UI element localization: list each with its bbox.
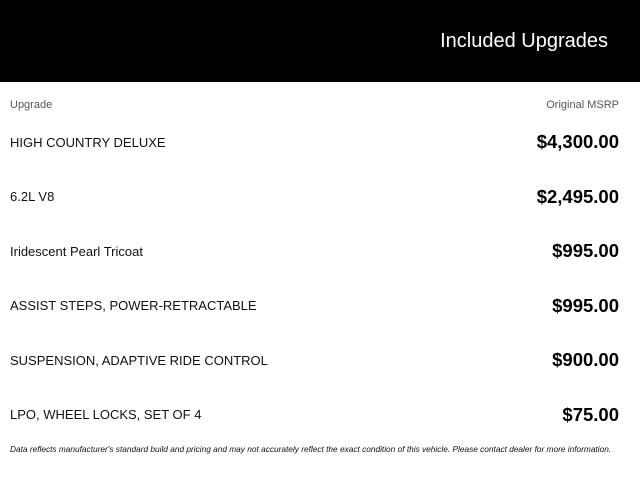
upgrades-list bbox=[10, 115, 619, 442]
upgrade-name: 6.2L V8 bbox=[10, 189, 55, 205]
upgrade-name: ASSIST STEPS, POWER-RETRACTABLE bbox=[10, 298, 257, 314]
upgrade-price: $2,495.00 bbox=[536, 185, 619, 207]
upgrade-row bbox=[10, 170, 619, 225]
column-headers bbox=[10, 99, 619, 115]
upgrade-price: $75.00 bbox=[562, 403, 619, 425]
msrp-column-header: Original MSRP bbox=[546, 99, 619, 111]
page-title: Included Upgrades bbox=[440, 30, 608, 52]
upgrade-column-header: Upgrade bbox=[10, 99, 53, 111]
upgrade-row bbox=[10, 224, 619, 279]
upgrade-row bbox=[10, 333, 619, 388]
upgrade-name: SUSPENSION, ADAPTIVE RIDE CONTROL bbox=[10, 352, 268, 368]
upgrade-row bbox=[10, 279, 619, 334]
upgrade-name: Iridescent Pearl Tricoat bbox=[10, 243, 143, 259]
upgrade-name: HIGH COUNTRY DELUXE bbox=[10, 134, 166, 150]
header-bar bbox=[0, 0, 640, 82]
upgrade-name: LPO, WHEEL LOCKS, SET OF 4 bbox=[10, 407, 202, 423]
upgrade-price: $900.00 bbox=[552, 349, 619, 371]
upgrade-price: $4,300.00 bbox=[536, 131, 619, 153]
upgrade-price: $995.00 bbox=[552, 294, 619, 316]
upgrade-row bbox=[10, 115, 619, 170]
upgrade-row bbox=[10, 388, 619, 443]
upgrade-price: $995.00 bbox=[552, 240, 619, 262]
disclaimer-text: Data reflects manufacturer's standard build and pricing and may not accurately reflect the exact condition of this vehicle. Please contact dealer for more information. bbox=[10, 444, 612, 454]
